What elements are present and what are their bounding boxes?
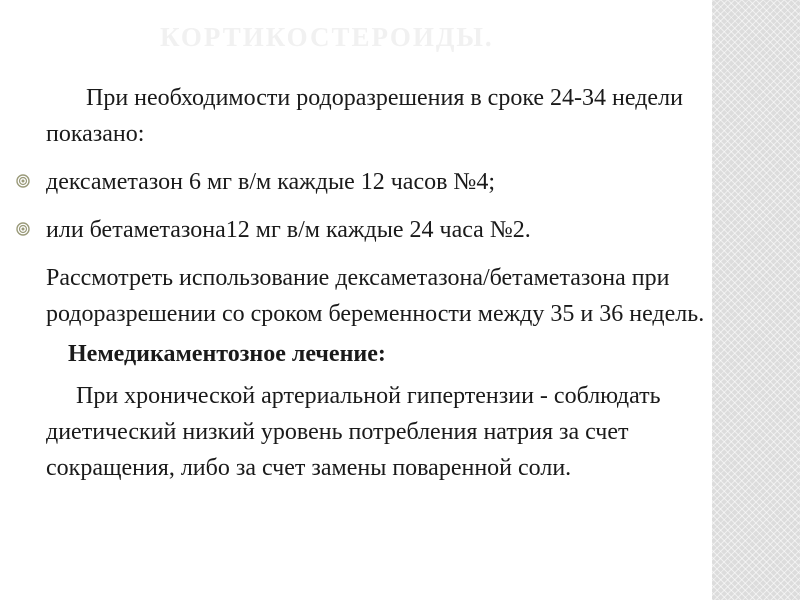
decorative-stripe [712,0,800,600]
paragraph-indication: При необходимости родоразрешения в сроке 24-34 недели показано: [46,85,683,147]
bullet-text: дексаметазон 6 мг в/м каждые 12 часов №4; [46,169,495,195]
bullet-text: или бетаметазона12 мг в/м каждые 24 часа №2. [46,217,531,243]
target-bullet-icon [16,222,30,236]
section-heading: Немедикаментозное лечение: [68,341,386,367]
bullet-item-dexamethasone [46,164,711,200]
bullet-item-betamethasone [46,212,711,248]
slide-content [46,80,711,486]
paragraph-consider: Рассмотреть использование дексаметазона/бетаметазона при родоразрешении со сроком беременности между 35 и 36 недель. [46,265,705,327]
target-bullet-icon [16,174,30,188]
paragraph-non-drug: При хронической артериальной гипертензии - соблюдать диетический низкий уровень потребления натрия за счет сокращения, либо за счет замены поваренной соли. [46,383,661,481]
slide-title: КОРТИКОСТЕРОИДЫ. [160,22,494,52]
